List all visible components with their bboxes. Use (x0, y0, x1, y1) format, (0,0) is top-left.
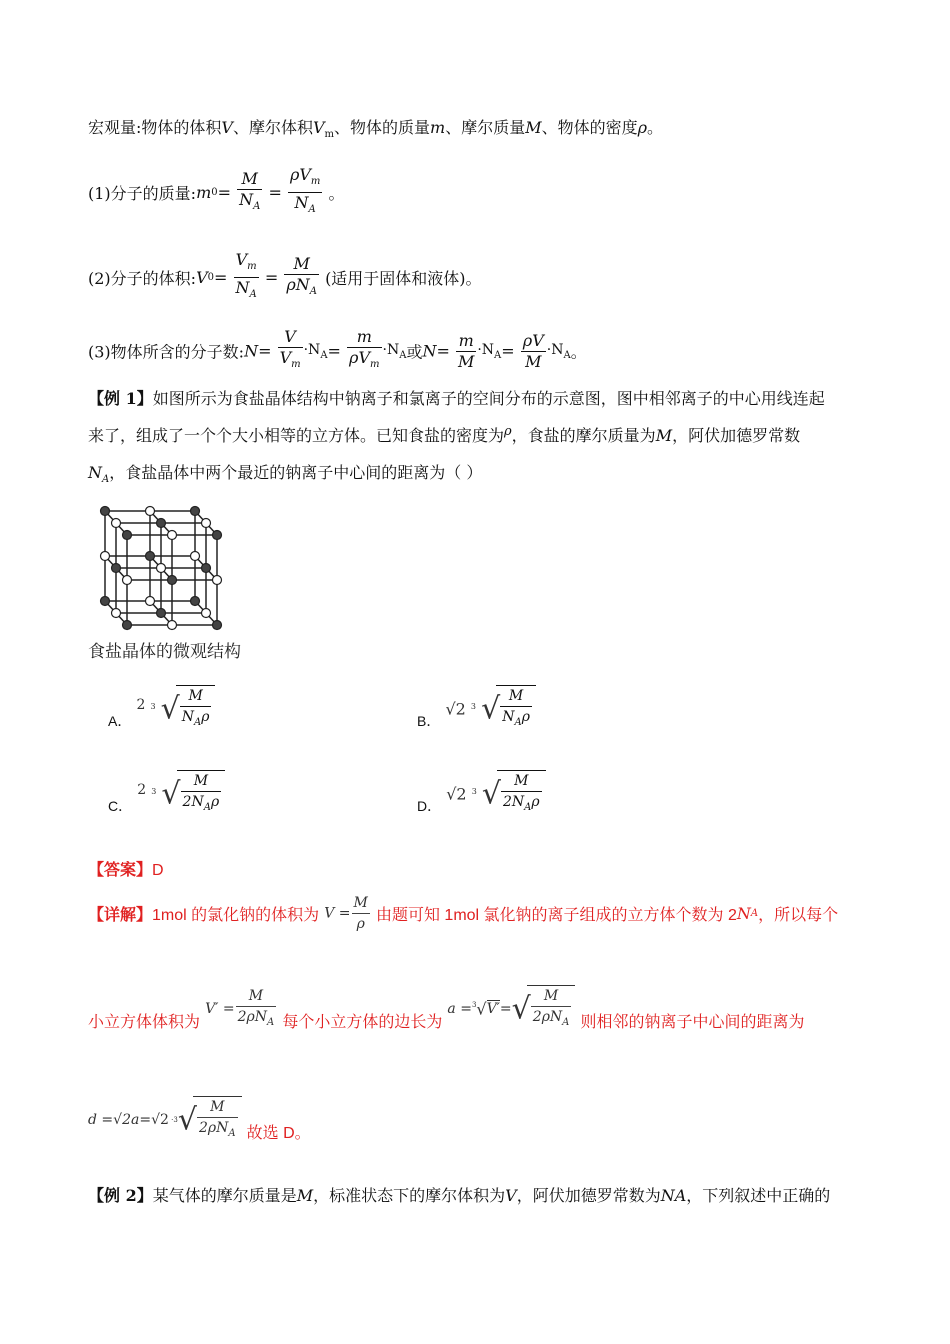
eq: = (258, 341, 272, 361)
eq: a = (447, 1000, 472, 1017)
denominator: 2ρN (237, 1008, 267, 1025)
numerator: ρV (522, 330, 544, 350)
sub: A (494, 349, 502, 361)
label: (2)分子的体积: (88, 269, 197, 289)
text: ，标准状态下的摩尔体积为 (313, 1186, 506, 1205)
chloride-ion (157, 564, 166, 573)
figure-caption: 食盐晶体的微观结构 (88, 642, 241, 661)
fraction (288, 165, 322, 220)
text: ·N (382, 341, 400, 358)
text: 由题可知 1mol 氯化钠的离子组成的立方体个数为 2 (375, 907, 737, 924)
sodium-ion (168, 576, 177, 585)
sub: m (247, 261, 257, 273)
sub: A (320, 349, 328, 361)
label: (1)分子的质量: (88, 184, 197, 204)
text: (适用于固体和液体)。 (325, 269, 482, 289)
fraction (278, 327, 303, 375)
denominator: N (181, 709, 195, 725)
eq: = (327, 341, 341, 361)
text: 、物体的密度 (541, 118, 638, 137)
eq: = (217, 183, 232, 203)
var: NA (660, 1186, 687, 1205)
text: ，食盐晶体中两个最近的钠离子中心间的距离为（ ） (109, 463, 483, 482)
option-label: C． (108, 797, 133, 814)
var: N (88, 463, 102, 482)
detail-line1 (88, 893, 838, 934)
sub: m (310, 176, 321, 188)
chloride-ion (168, 621, 177, 630)
answer-value: D (152, 862, 164, 879)
den-tail: ρ (210, 794, 220, 810)
var: m (196, 183, 212, 203)
sodium-ion (157, 609, 166, 618)
den-tail: ρ (201, 709, 210, 725)
denominator: M (457, 351, 475, 371)
sodium-ion (123, 531, 132, 540)
text: ，阿伏加德罗常数 (672, 426, 801, 445)
sodium-ion (146, 552, 155, 561)
sub: m (324, 129, 335, 141)
sub: m (291, 359, 301, 371)
text: ，食盐的摩尔质量为 (511, 426, 656, 445)
text: 、摩尔质量 (445, 118, 526, 137)
chloride-ion (191, 552, 200, 561)
var: M (525, 118, 542, 137)
chloride-ion (213, 576, 222, 585)
coef: 2 (137, 781, 147, 798)
fraction (234, 250, 259, 305)
numerator: M (284, 254, 319, 275)
text: 。 (328, 184, 345, 204)
chloride-ion (202, 519, 211, 528)
numerator: V (235, 250, 248, 269)
sub: 0 (207, 272, 214, 284)
example2-line1 (88, 1186, 830, 1206)
denominator: 2ρN (532, 1009, 563, 1025)
var: m (430, 118, 446, 137)
sub: A (399, 349, 407, 361)
denominator: ρV (349, 348, 371, 367)
lattice-nodes (101, 507, 222, 630)
eq: = (501, 341, 515, 361)
salt-crystal-lattice-figure (95, 503, 235, 638)
sub: A (524, 801, 532, 813)
answer-line (88, 860, 164, 881)
formula-molecule-count (88, 327, 587, 375)
sub: A (253, 200, 261, 212)
eq: d = (88, 1111, 114, 1128)
var: M (296, 1186, 314, 1205)
eq: V = (324, 905, 351, 922)
numerator: V (278, 327, 303, 348)
eq: = (214, 268, 228, 288)
formula-molecule-volume (88, 250, 482, 305)
sub: A (309, 285, 317, 297)
option-a[interactable]: A． 2 3 √ $\frac{M}{N_A\rho}$ (108, 685, 215, 733)
var: ρ (504, 424, 512, 439)
var: N (736, 904, 751, 923)
chloride-ion (146, 507, 155, 516)
var: N (244, 341, 259, 361)
numerator: M (181, 771, 222, 792)
denominator: N (235, 278, 250, 298)
chloride-ion (101, 552, 110, 561)
sodium-ion (213, 531, 222, 540)
text: ，阿伏加德罗常数为 (516, 1186, 661, 1205)
sodium-ion (101, 507, 110, 516)
fraction (521, 331, 546, 372)
root-index: 3 (150, 702, 156, 712)
denominator: V (279, 348, 292, 367)
root-index: 3 (470, 702, 476, 712)
text: ·N (477, 341, 495, 358)
chloride-ion (202, 609, 211, 618)
denominator: 2N (182, 794, 204, 810)
option-d[interactable]: D． √2 3 √ $\frac{M}{2N_A\rho}$ (417, 770, 546, 818)
var: V (221, 118, 233, 137)
sub: A (249, 289, 257, 301)
sodium-ion (101, 597, 110, 606)
var: V (505, 1186, 517, 1205)
den-tail: ρ (531, 794, 540, 810)
sodium-ion (202, 564, 211, 573)
var: M (655, 426, 673, 445)
text: 。 (647, 118, 664, 137)
den-tail: ρ (521, 709, 530, 725)
option-label: B． (417, 712, 441, 729)
numerator: M (352, 893, 370, 914)
text: ，所以每个 (758, 905, 839, 924)
text: 如图所示为食盐晶体结构中钠离子和氯离子的空间分布的示意图，图中相邻离子的中心用线连起 (152, 389, 825, 408)
sub: A (102, 474, 110, 486)
text: 、物体的质量 (334, 118, 431, 137)
sub: A (562, 1016, 570, 1028)
numerator: M (500, 686, 532, 707)
formula-molecule-mass (88, 165, 345, 220)
option-b[interactable]: B． √2 3 √ $\frac{M}{N_A\rho}$ (417, 685, 536, 733)
fraction (237, 169, 262, 217)
sodium-ion (191, 597, 200, 606)
denominator: M (525, 351, 542, 371)
eq: = (499, 1000, 512, 1017)
var: N (422, 341, 437, 361)
denominator: N (502, 709, 515, 725)
denominator: N (294, 193, 309, 213)
eq: = (436, 341, 450, 361)
example1-line1 (88, 389, 825, 409)
sub: A (194, 716, 202, 728)
text: 每个小立方体的边长为 (282, 1012, 443, 1032)
root-index: 3 (471, 787, 477, 797)
var: V (312, 118, 325, 137)
numerator: M (501, 771, 542, 792)
macro-quantities-line (88, 118, 663, 145)
numerator: M (197, 1097, 238, 1118)
sodium-ion (191, 507, 200, 516)
sodium-ion (157, 519, 166, 528)
example-tag: 【例 2】 (88, 1186, 153, 1205)
eq: = (268, 183, 282, 203)
fraction (284, 254, 319, 302)
eq: = (264, 268, 279, 288)
denominator: ρ (356, 916, 365, 932)
sub: A (514, 716, 522, 728)
numerator: m (347, 327, 381, 348)
var: ρ (637, 118, 648, 137)
example1-line2 (88, 426, 800, 448)
chloride-ion (112, 609, 121, 618)
sub: A (750, 908, 759, 919)
numerator: m (456, 331, 476, 352)
text: 某气体的摩尔质量是 (152, 1186, 297, 1205)
term: √2a (113, 1111, 140, 1128)
text: ·N (303, 341, 321, 358)
sub: A (308, 204, 316, 216)
fraction (347, 327, 381, 375)
detail-line2: 小立方体体积为 V′ = $\frac{M}{2\rho N_A}$ 每个小立方体的边长为 a =$^3$√V′=√ $\frac{M}{2\rho N_A}$ 则相邻的钠离子中心间的距离为 (88, 985, 805, 1033)
option-label: D． (417, 797, 442, 814)
sub: 0 (211, 187, 218, 199)
term: √2 (151, 1111, 169, 1128)
root-index: 3 (471, 1000, 477, 1009)
radicand: V′ (486, 1000, 500, 1017)
text: 。 (570, 342, 587, 362)
eq: V′ = (205, 1000, 235, 1017)
sodium-ion (112, 564, 121, 573)
sub: A (266, 1016, 275, 1028)
text: 1mol 的氯化钠的体积为 (152, 907, 320, 924)
denominator: N (239, 189, 254, 209)
sodium-ion (123, 621, 132, 630)
option-c[interactable]: C． 2 3 √ $\frac{M}{2N_A\rho}$ (108, 770, 225, 818)
detail-line3: d =√2a=√2 ·3√ $\frac{M}{2\rho N_A}$ 故选 D。 (88, 1096, 311, 1144)
example1-line3 (88, 463, 482, 490)
numerator: M (531, 986, 572, 1007)
sub: A (563, 349, 571, 361)
sub: A (228, 1127, 236, 1139)
eq: = (139, 1111, 152, 1128)
sub: A (203, 801, 211, 813)
fraction (456, 331, 476, 372)
chloride-ion (123, 576, 132, 585)
text: 来了，组成了一个个大小相等的立方体。已知食盐的密度为 (88, 426, 505, 445)
denominator: 2N (503, 794, 525, 810)
root-index: 3 (151, 787, 157, 797)
label: (3)物体所含的分子数: (88, 342, 245, 362)
detail-tag: 【详解】 (88, 905, 153, 924)
text: 、摩尔体积 (232, 118, 313, 137)
example-tag: 【例 1】 (88, 389, 153, 408)
numerator: M (237, 169, 262, 190)
coef: √2 (446, 784, 467, 804)
sodium-ion (213, 621, 222, 630)
coef: 2 (136, 696, 146, 713)
text: 小立方体体积为 (88, 1012, 201, 1032)
text: ，下列叙述中正确的 (686, 1186, 831, 1205)
option-label: A． (108, 712, 132, 729)
text: 则相邻的钠离子中心间的距离为 (580, 1012, 805, 1032)
chloride-ion (168, 531, 177, 540)
numerator: M (180, 686, 212, 707)
text: 宏观量:物体的体积 (88, 118, 222, 137)
numerator: M (236, 986, 277, 1007)
chloride-ion (146, 597, 155, 606)
text: 故选 D。 (246, 1125, 311, 1143)
answer-tag: 【答案】 (88, 860, 153, 879)
sub: m (370, 359, 380, 371)
chloride-ion (112, 519, 121, 528)
denominator: 2ρN (198, 1120, 229, 1136)
text: ·N (546, 341, 564, 358)
text: 或 (406, 342, 423, 362)
numerator: ρV (289, 165, 311, 184)
coef: √2 (445, 699, 466, 719)
var: V (196, 268, 208, 288)
denominator: ρN (286, 274, 310, 294)
